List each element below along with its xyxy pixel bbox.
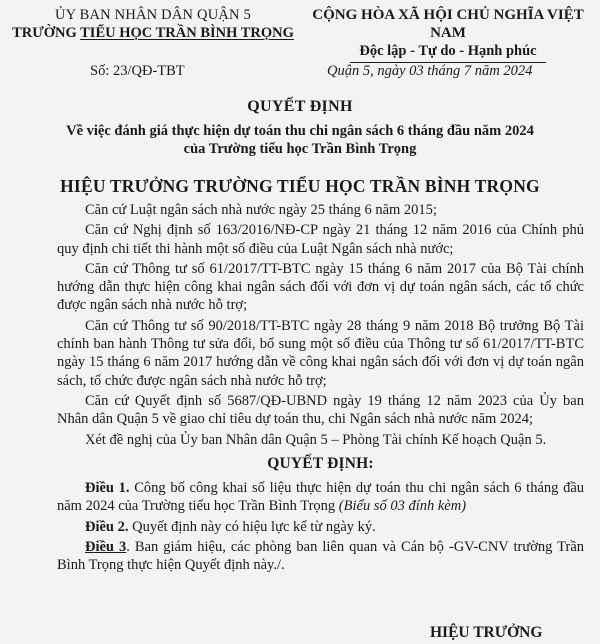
article-1 [57, 479, 584, 516]
legal-basis: Căn cứ Thông tư số 61/2017/TT-BTC ngày 15 tháng 6 năm 2017 của Bộ Tài chính hướng dẫn thực hiện công khai ngân sách đối với đơn vị dự toán ngân sách, các tổ chức được ngân sách nhà nước hỗ trợ; [57, 260, 584, 314]
national-motto: Độc lập - Tự do - Hạnh phúc [359, 43, 537, 59]
decision-heading: QUYẾT ĐỊNH: [267, 454, 374, 472]
document-number: Số: 23/QĐ-TBT [90, 63, 185, 79]
agency-name: ỦY BAN NHÂN DÂN QUẬN 5 [55, 7, 251, 23]
article-1-label: Điều 1. [85, 480, 130, 497]
subject-line-1: Về việc đánh giá thực hiện dự toán thu chi ngân sách 6 tháng đầu năm 2024 [66, 123, 534, 139]
legal-basis: Căn cứ Luật ngân sách nhà nước ngày 25 tháng 6 năm 2015; [85, 202, 437, 218]
article-3-text: . Ban giám hiệu, các phòng ban liên quan và Cán bộ -GV-CNV trường Trần Bình Trọng thực hiện Quyết định này./. [57, 539, 585, 574]
article-2-label: Điều 2. [85, 518, 129, 535]
article-1-text: Công bố công khai số liệu thực hiện dự toán thu chi ngân sách 6 tháng đầu năm 2024 của Trường tiểu học Trần Bình Trọng [57, 480, 584, 515]
school-name-underlined: TIỂU HỌC TRẦN BÌNH TRỌNG [80, 25, 294, 41]
subject-line-2: của Trường tiểu học Trần Bình Trọng [183, 141, 417, 157]
issuer-header [8, 6, 298, 42]
document-title: QUYẾT ĐỊNH [247, 98, 353, 115]
article-3 [57, 538, 584, 575]
school-name [8, 24, 298, 42]
school-prefix: TRƯỜNG [12, 25, 81, 41]
document-body [57, 201, 584, 577]
signer-title: HIỆU TRƯỞNG [430, 624, 543, 641]
issuing-authority: HIỆU TRƯỞNG TRƯỜNG TIỂU HỌC TRẦN BÌNH TRỌNG [60, 176, 540, 196]
national-header [300, 6, 596, 63]
article-2-text: Quyết định này có hiệu lực kể từ ngày ký. [128, 518, 376, 535]
place-date: Quận 5, ngày 03 tháng 7 năm 2024 [327, 63, 533, 79]
article-2 [57, 518, 584, 536]
legal-basis: Căn cứ Nghị định số 163/2016/NĐ-CP ngày 21 tháng 12 năm 2016 của Chính phủ quy định chi tiết thi hành một số điều của Luật Ngân sách nhà nước; [57, 222, 584, 257]
legal-basis: Căn cứ Quyết định số 5687/QĐ-UBND ngày 19 tháng 12 năm 2023 của Ủy ban Nhân dân Quận 5 về giao chỉ tiêu dự toán thu, chi Ngân sách nhà nước năm 2024; [57, 392, 584, 428]
legal-basis: Căn cứ Thông tư số 90/2018/TT-BTC ngày 28 tháng 9 năm 2018 Bộ trưởng Bộ Tài chính ban hành Thông tư sửa đổi, bổ sung một số điều của Thông tư số 61/2017/TT-BTC ngày 15 tháng 6 năm 2017 hướng dẫn về công khai ngân sách đối với đơn vị dự toán ngân sách, tổ chức được ngân sách nhà nước hỗ trợ; [57, 317, 584, 389]
republic-name: CỘNG HÒA XÃ HỘI CHỦ NGHĨA VIỆT NAM [312, 7, 584, 41]
legal-basis: Xét đề nghị của Ủy ban Nhân dân Quận 5 – Phòng Tài chính Kế hoạch Quận 5. [85, 431, 547, 448]
document-subject [40, 122, 560, 158]
article-1-note: (Biểu số 03 đính kèm) [338, 498, 467, 515]
article-3-label: Điều 3 [85, 539, 127, 556]
